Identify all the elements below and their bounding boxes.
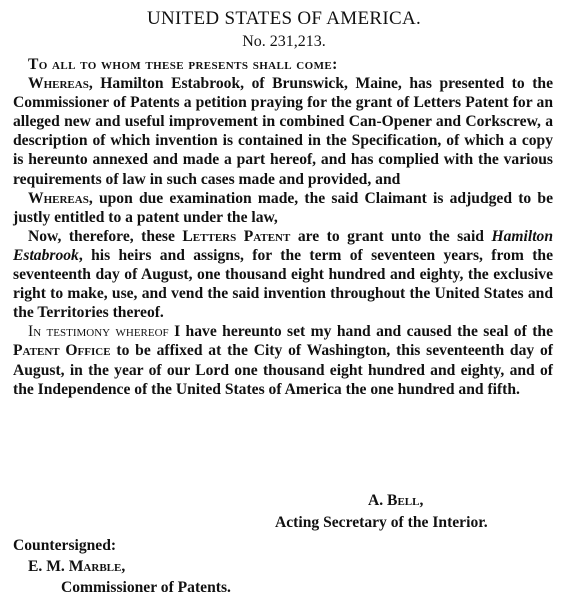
countersigner-title: Commissioner of Patents. [61,579,231,596]
whereas-lead-1: Whereas [28,75,89,93]
signatory-name: A. Bell, [368,492,424,509]
grantee-name: Hamilton Estabrook [13,227,554,264]
letters-patent-term: Letters Patent [182,227,291,245]
countersigner-name: E. M. Marble, [28,558,126,575]
paragraph-whereas-1 [13,74,553,189]
paragraph-grant [13,227,553,322]
paragraph-1-text: , Hamilton Estabrook, of Brunswick, Maine, has presented to the Commissioner of Patents a petition praying for the grant of Letters Patent for an alleged new and useful improvement in combined Can-Opener and Corkscrew, a description of which invention is contained in the Specification, of which a copy is hereunto annexed and made a part hereof, and has complied with the various requirements of law in such cases made and provided, and [13,75,553,188]
paragraph-testimony [13,322,553,398]
whereas-lead-2: Whereas [28,189,89,207]
patent-number: No. 231,213. [242,33,326,50]
grant-text: , his heirs and assigns, for the term of seventeen years, from the seventeenth day of August, one thousand eight hundred and eighty, the exclusive right to make, use, and vend the said invention throughout the United States and the Territories thereof. [13,246,553,322]
countersigned-label: Countersigned: [13,537,117,554]
document-body [13,55,553,399]
grant-pre: Now, therefore, these [28,227,183,245]
testimony-text: to be affixed at the City of Washington, this seventeenth day of August, in the year of our Lord one thousand eight hundred and eighty, and of the Independence of the United States of America the one hundred and fifth. [13,342,553,398]
salutation: To all to whom these presents shall come: [28,56,338,73]
patent-office-term: Patent Office [13,342,111,360]
grant-mid: are to grant unto the said [290,227,492,245]
testimony-pre: I have hereunto set my hand and caused the seal of the [168,323,553,341]
document-title: UNITED STATES OF AMERICA. [146,8,422,29]
paragraph-2-text: , upon due examination made, the said Claimant is adjudged to be justly entitled to a patent under the law, [13,189,553,226]
testimony-lead: In testimony whereof [28,323,169,341]
signatory-title: Acting Secretary of the Interior. [275,514,488,531]
paragraph-whereas-2 [13,189,553,227]
